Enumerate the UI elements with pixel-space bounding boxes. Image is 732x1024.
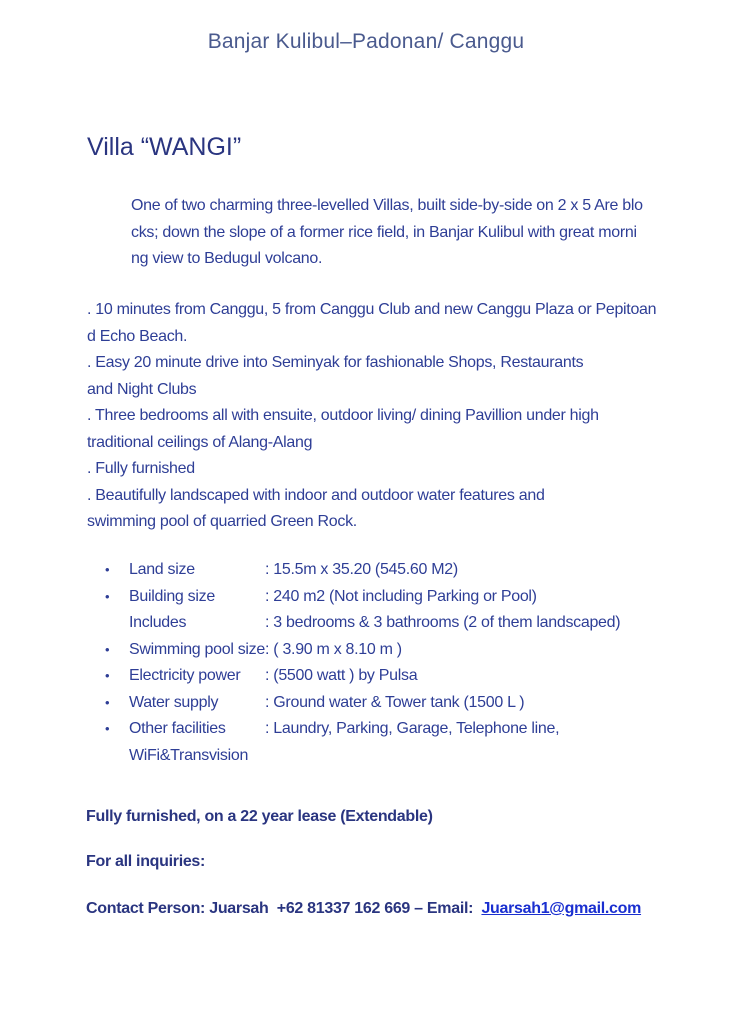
- page-header: Banjar Kulibul–Padonan/ Canggu: [207, 30, 525, 53]
- bullet-icon: •: [105, 641, 110, 657]
- spec-value: WiFi&Transvision: [129, 746, 249, 764]
- spec-value: : Ground water & Tower tank (1500 L ): [265, 693, 525, 711]
- spec-value: : 3 bedrooms & 3 bathrooms (2 of them landscaped): [265, 614, 621, 631]
- spec-other-continuation: [105, 743, 665, 770]
- spec-label: Other facilities: [129, 720, 226, 737]
- spec-value: : 240 m2 (Not including Parking or Pool): [265, 587, 537, 605]
- inquiries-heading: For all inquiries:: [86, 853, 206, 870]
- contact-line: [86, 900, 641, 918]
- feature-line: . Easy 20 minute drive into Seminyak for fashionable Shops, Restaurants: [87, 354, 584, 371]
- spec-label: Electricity power: [129, 667, 241, 684]
- spec-electricity: [105, 663, 665, 690]
- villa-title: Villa “WANGI”: [87, 133, 242, 161]
- spec-other-facilities: [105, 716, 665, 743]
- bullet-icon: •: [105, 668, 110, 683]
- feature-line: . Beautifully landscaped with indoor and outdoor water features and: [87, 486, 545, 504]
- feature-points: [87, 297, 662, 536]
- contact-prefix: Contact Person: Juarsah +62 81337 162 669 – Email:: [86, 900, 482, 917]
- spec-label: Building size: [129, 587, 215, 605]
- spec-pool-size: [105, 637, 665, 664]
- spec-label: Land size: [129, 561, 195, 578]
- intro-line: ng view to Bedugul volcano.: [131, 250, 323, 267]
- email-link[interactable]: Juarsah1@gmail.com: [481, 900, 642, 917]
- feature-line: swimming pool of quarried Green Rock.: [87, 513, 357, 530]
- bullet-icon: •: [105, 721, 110, 736]
- spec-label: Swimming pool size: ( 3.90 m x 8.10 m ): [129, 640, 402, 658]
- bullet-icon: •: [105, 694, 110, 710]
- bullet-icon: •: [105, 588, 110, 604]
- spec-water-supply: [105, 690, 665, 717]
- spec-building-size: [105, 584, 665, 611]
- spec-includes: [105, 610, 665, 637]
- intro-line: cks; down the slope of a former rice field, in Banjar Kulibul with great morni: [131, 223, 637, 241]
- spec-value: : (5500 watt ) by Pulsa: [265, 667, 418, 684]
- feature-line: . Three bedrooms all with ensuite, outdoor living/ dining Pavillion under high: [87, 407, 599, 424]
- spec-list: [105, 557, 665, 769]
- intro-line: One of two charming three-levelled Villas, built side-by-side on 2 x 5 Are blo: [131, 197, 643, 214]
- feature-line: and Night Clubs: [87, 380, 197, 398]
- spec-label: Water supply: [129, 693, 219, 711]
- spec-value: : 15.5m x 35.20 (545.60 M2): [265, 561, 458, 578]
- feature-line: . Fully furnished: [87, 460, 195, 477]
- intro-paragraph: [131, 193, 661, 273]
- spec-value: : Laundry, Parking, Garage, Telephone line,: [265, 720, 560, 737]
- spec-label: Includes: [129, 614, 187, 631]
- feature-line: traditional ceilings of Alang-Alang: [87, 433, 313, 451]
- feature-line: . 10 minutes from Canggu, 5 from Canggu Club and new Canggu Plaza or Pepitoan: [87, 301, 657, 318]
- bullet-icon: •: [105, 562, 110, 577]
- lease-note: Fully furnished, on a 22 year lease (Extendable): [86, 808, 433, 825]
- feature-line: d Echo Beach.: [87, 327, 188, 345]
- spec-land-size: [105, 557, 665, 584]
